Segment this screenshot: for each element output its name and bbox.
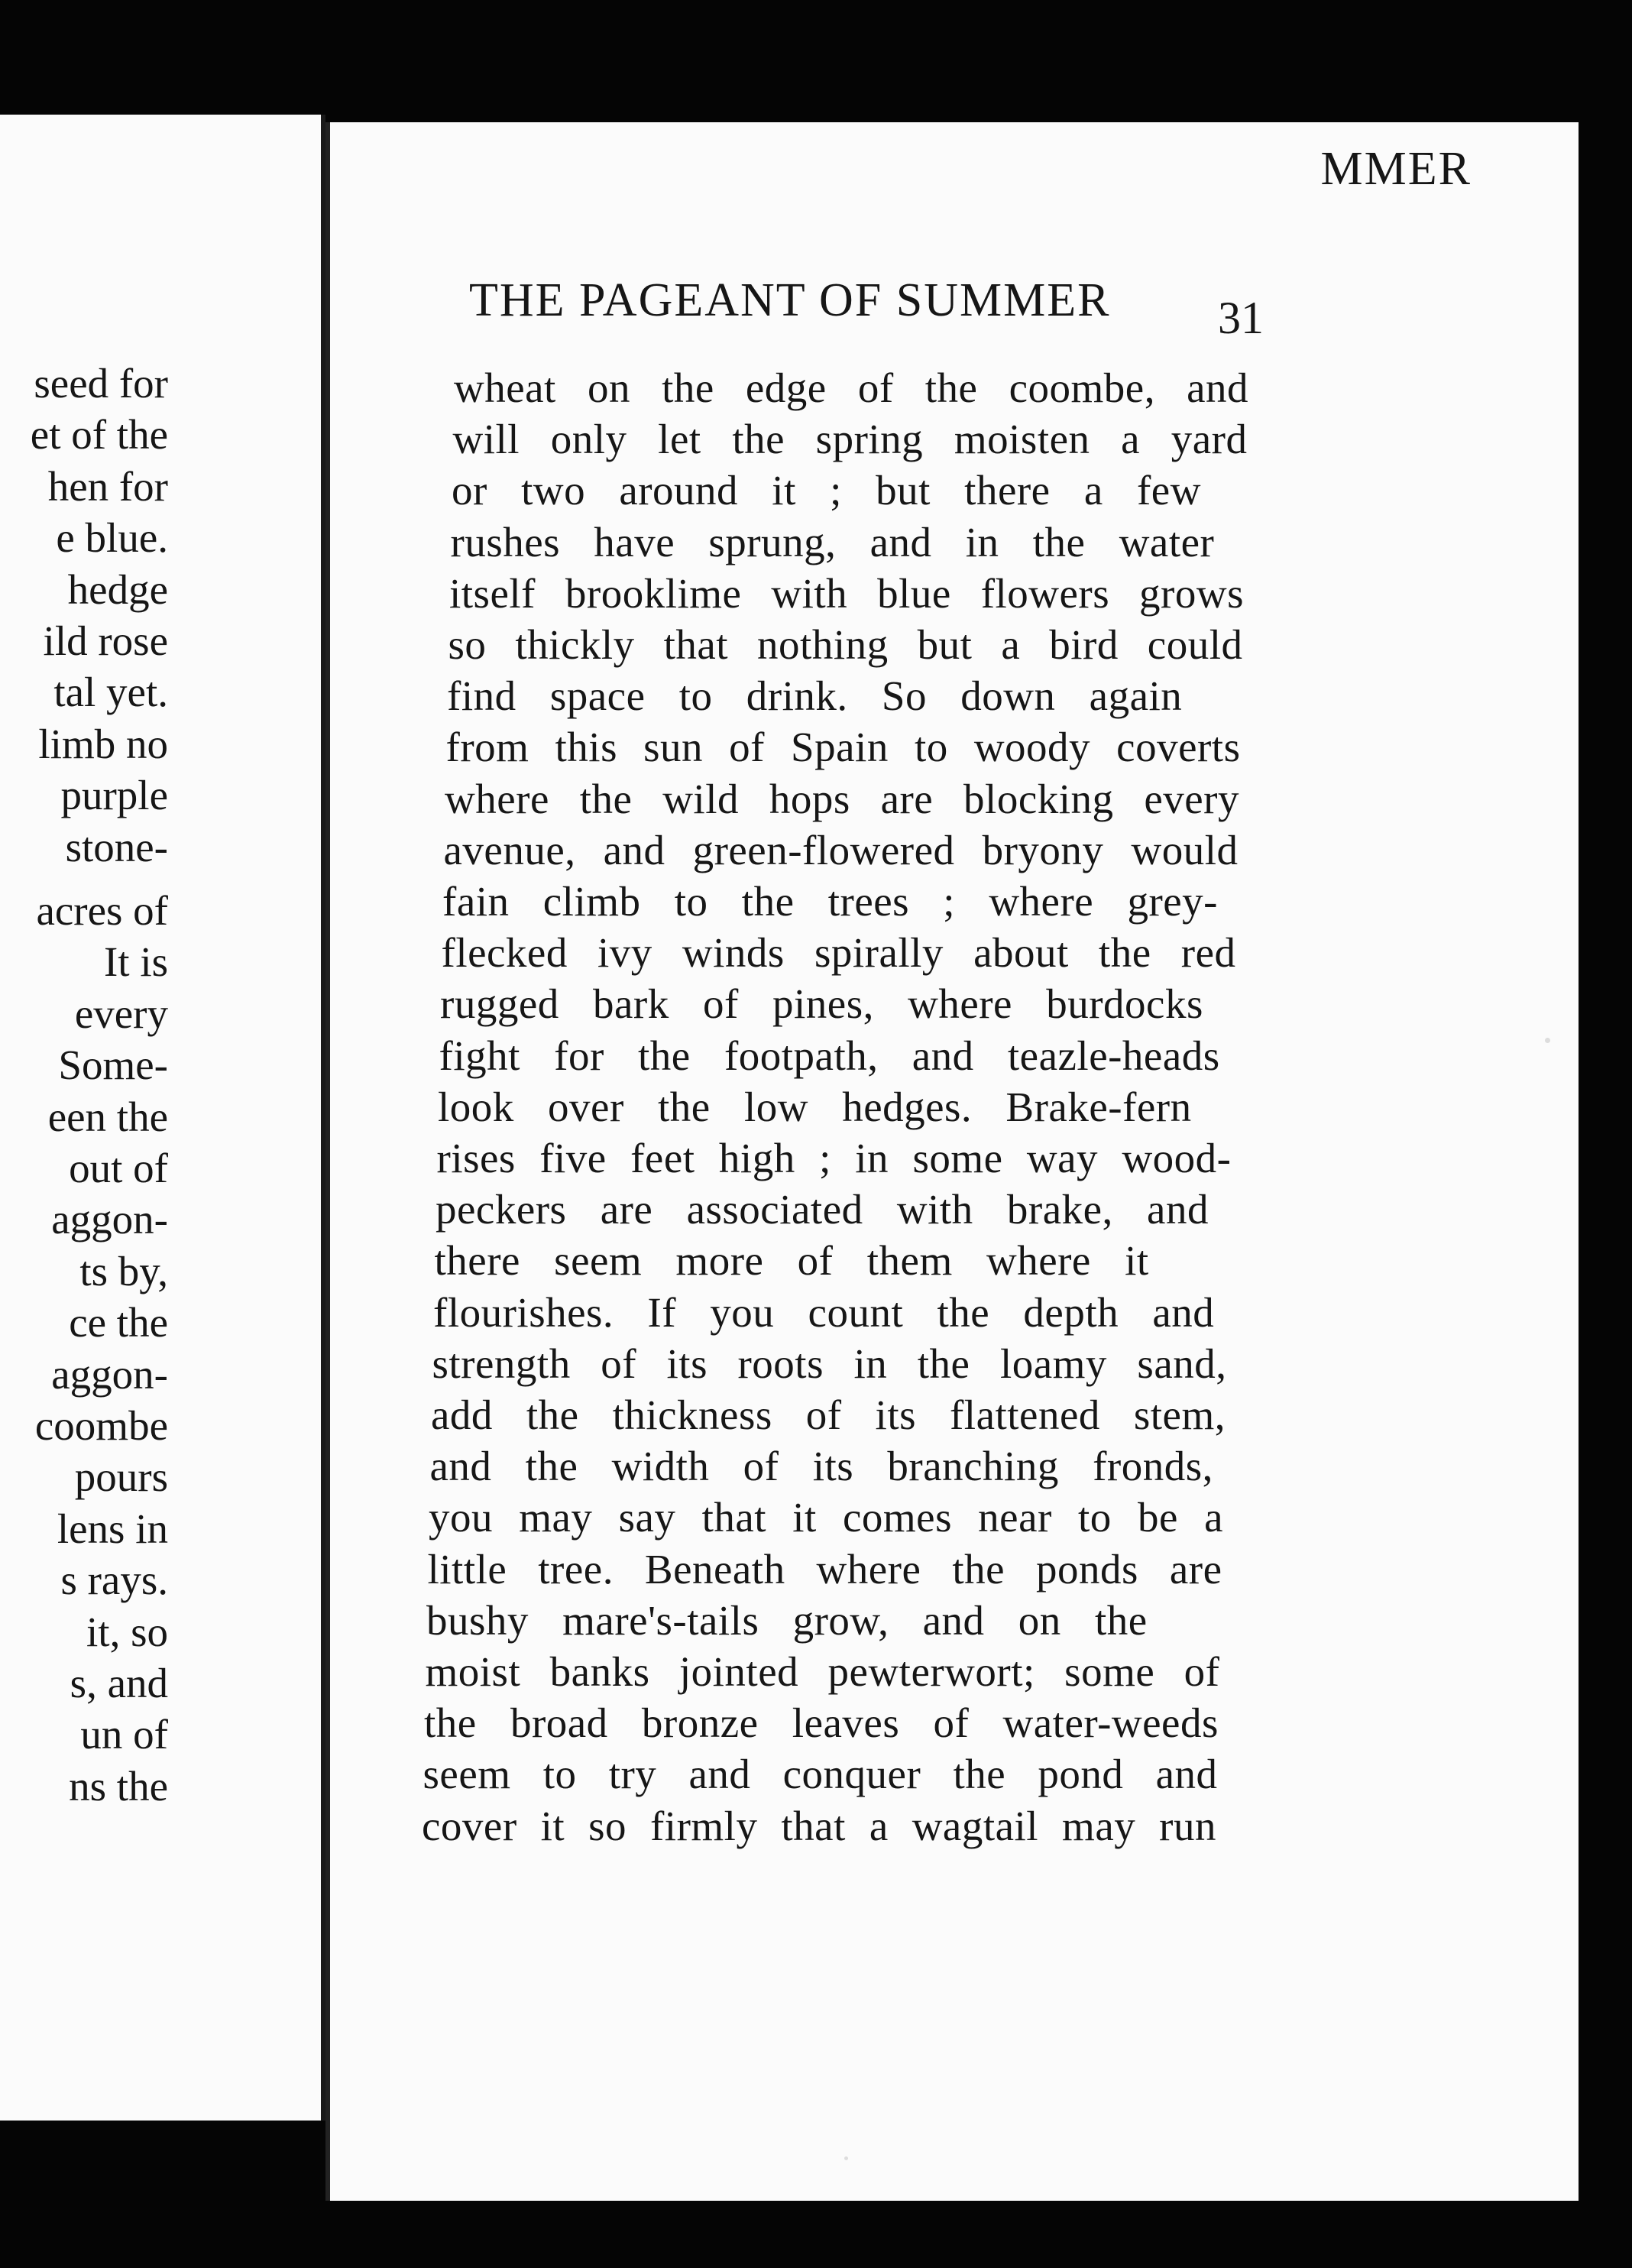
left-text-line: It is bbox=[103, 938, 168, 986]
right-text-line: moist banks jointed pewterwort; some of bbox=[425, 1648, 1220, 1695]
left-text-line: Some- bbox=[58, 1042, 168, 1089]
right-text-line: itself brooklime with blue flowers grows bbox=[449, 569, 1244, 617]
left-text-line: hen for bbox=[47, 462, 168, 510]
left-text-line: coombe bbox=[34, 1402, 168, 1449]
right-text-line: rises five feet high ; in some way wood- bbox=[436, 1135, 1232, 1181]
right-text-line: flourishes. If you count the depth and bbox=[433, 1288, 1215, 1336]
left-text-line: aggon- bbox=[51, 1350, 168, 1398]
left-text-line: it, so bbox=[86, 1608, 168, 1655]
right-text-line: you may say that it comes near to be a bbox=[429, 1494, 1223, 1541]
page-number: 31 bbox=[1218, 293, 1264, 343]
left-running-head: MMER bbox=[1320, 143, 1472, 195]
left-text-line: every bbox=[74, 990, 168, 1037]
left-text-line: seed for bbox=[34, 360, 168, 407]
left-text-line: s rays. bbox=[60, 1557, 168, 1604]
right-text-line: fight for the footpath, and teazle-heads bbox=[439, 1032, 1220, 1079]
left-text-line: e blue. bbox=[56, 514, 168, 562]
dust-speck bbox=[1545, 1038, 1550, 1043]
left-text-line: stone- bbox=[65, 823, 168, 870]
left-text-line: ns the bbox=[69, 1762, 168, 1810]
right-text-line: fain climb to the trees ; where grey- bbox=[442, 878, 1218, 925]
left-text-line: hedge bbox=[67, 565, 168, 613]
right-text-line: look over the low hedges. Brake-fern bbox=[438, 1083, 1192, 1130]
right-text-line: add the thickness of its flattened stem, bbox=[431, 1392, 1226, 1438]
left-text-line: purple bbox=[60, 772, 168, 819]
left-text-line: pours bbox=[74, 1453, 168, 1501]
left-text-line: een the bbox=[47, 1093, 168, 1140]
left-text-line: ts by, bbox=[79, 1247, 168, 1294]
right-text-line: where the wild hops are blocking every bbox=[445, 775, 1239, 822]
right-text-line: strength of its roots in the loamy sand, bbox=[432, 1340, 1227, 1387]
left-text-line: et of the bbox=[30, 411, 168, 458]
right-text-line: seem to try and conquer the pond and bbox=[423, 1751, 1218, 1798]
right-text-line: will only let the spring moisten a yard bbox=[452, 416, 1248, 463]
right-text-line: flecked ivy winds spirally about the red bbox=[441, 929, 1236, 977]
right-text-line: find space to drink. So down again bbox=[447, 672, 1183, 720]
left-text-line: tal yet. bbox=[53, 669, 168, 716]
right-text-line: so thickly that nothing but a bird could bbox=[448, 621, 1243, 668]
right-text-line: the broad bronze leaves of water-weeds bbox=[424, 1699, 1219, 1747]
left-text-line: acres of bbox=[36, 887, 168, 934]
right-text-line: and the width of its branching fronds, bbox=[429, 1443, 1213, 1490]
right-text-line: avenue, and green-flowered bryony would bbox=[443, 826, 1239, 873]
left-text-line: un of bbox=[80, 1711, 168, 1758]
left-text-line: ce the bbox=[69, 1299, 168, 1346]
right-text-line: cover it so firmly that a wagtail may run bbox=[422, 1802, 1216, 1849]
dust-speck bbox=[844, 2156, 848, 2160]
right-text-line: rugged bark of pines, where burdocks bbox=[440, 980, 1203, 1028]
right-text-line: there seem more of them where it bbox=[434, 1237, 1149, 1285]
left-text-line: lens in bbox=[57, 1505, 168, 1552]
left-text-line: ild rose bbox=[43, 617, 168, 664]
right-text-line: rushes have sprung, and in the water bbox=[450, 518, 1215, 565]
right-text-line: from this sun of Spain to woody coverts bbox=[445, 724, 1241, 771]
right-text-line: wheat on the edge of the coombe, and bbox=[454, 364, 1248, 411]
right-text-line: or two around it ; but there a few bbox=[452, 467, 1201, 514]
left-text-line: s, and bbox=[70, 1660, 168, 1706]
left-text-line: limb no bbox=[38, 720, 168, 767]
left-text-line: aggon- bbox=[51, 1196, 168, 1243]
right-text-line: little tree. Beneath where the ponds are bbox=[427, 1545, 1222, 1592]
right-text-line: bushy mare's-tails grow, and on the bbox=[426, 1596, 1148, 1644]
right-text-line: peckers are associated with brake, and bbox=[436, 1186, 1209, 1233]
left-text-line: out of bbox=[69, 1145, 168, 1191]
right-running-head: THE PAGEANT OF SUMMER bbox=[469, 274, 1111, 326]
